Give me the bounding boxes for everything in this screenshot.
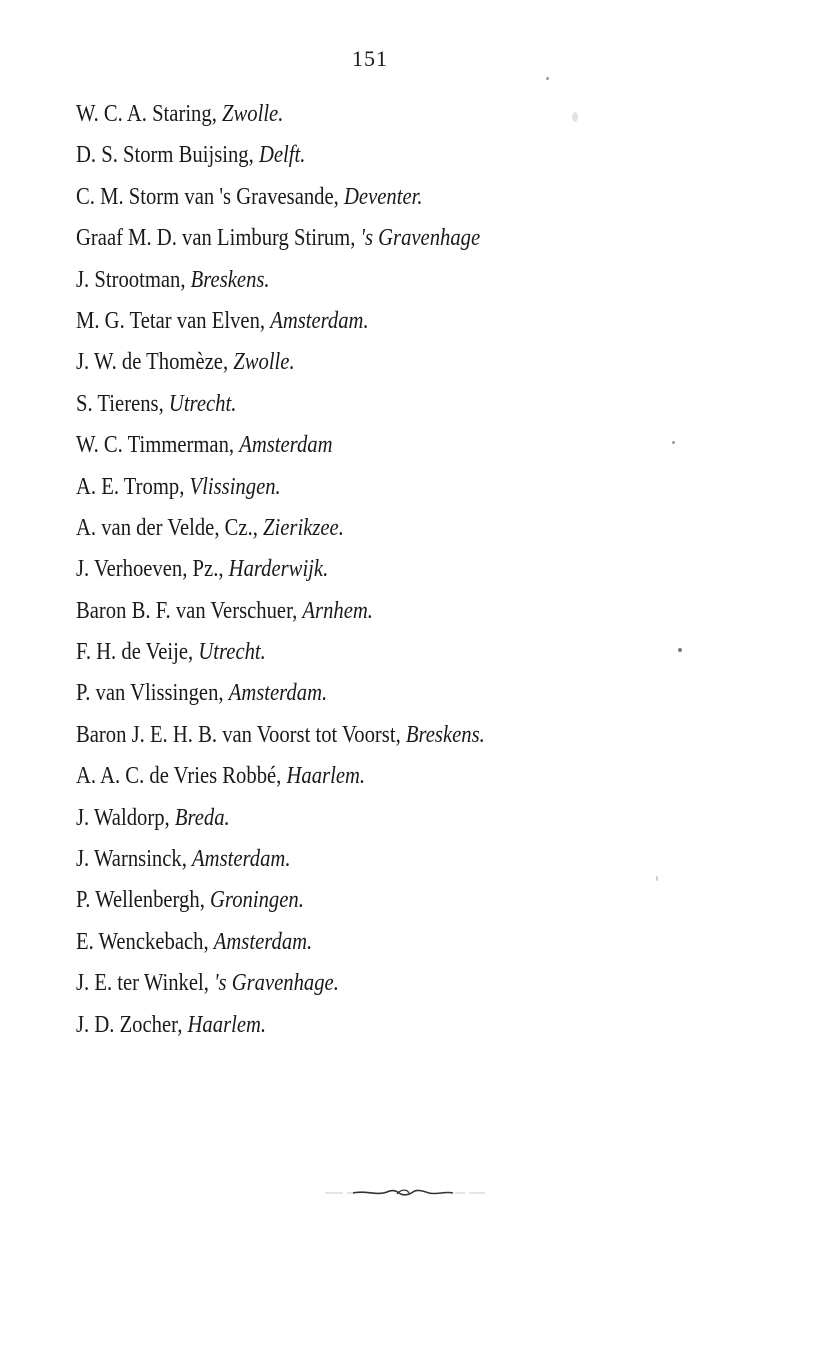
list-item xyxy=(76,635,644,676)
list-item xyxy=(76,97,644,138)
member-place: Zwolle. xyxy=(233,349,295,376)
list-item xyxy=(76,842,644,883)
member-place: Amsterdam xyxy=(239,432,333,459)
paper-speck xyxy=(656,876,658,881)
member-name: J. Warnsinck, xyxy=(76,846,187,873)
tailpiece-ornament-icon xyxy=(325,1183,485,1203)
member-name: J. Waldorp, xyxy=(76,804,170,831)
list-item xyxy=(76,470,644,511)
member-place: Delft. xyxy=(258,142,306,169)
list-item xyxy=(76,718,644,759)
member-name: M. G. Tetar van Elven, xyxy=(76,307,266,334)
list-item xyxy=(76,883,644,924)
list-item xyxy=(76,676,644,717)
list-item xyxy=(76,138,644,179)
member-place: Breskens. xyxy=(405,721,485,748)
member-place: 's Gravenhage xyxy=(360,225,481,252)
list-item xyxy=(76,263,644,304)
member-name: E. Wenckebach, xyxy=(76,928,209,955)
member-name: A. E. Tromp, xyxy=(76,473,185,500)
paper-speck xyxy=(572,112,578,122)
member-place: Amsterdam. xyxy=(213,928,313,955)
list-item xyxy=(76,387,644,428)
list-item xyxy=(76,594,644,635)
list-item xyxy=(76,801,644,842)
member-place: Vlissingen. xyxy=(189,473,281,500)
member-name: J. Verhoeven, Pz., xyxy=(76,556,224,583)
list-item xyxy=(76,221,644,262)
member-place: Arnhem. xyxy=(302,597,373,624)
list-item xyxy=(76,759,644,800)
member-place: Breskens. xyxy=(190,266,270,293)
member-name: S. Tierens, xyxy=(76,390,164,417)
member-place: Amsterdam. xyxy=(228,680,328,707)
member-place: Amsterdam. xyxy=(192,846,291,873)
member-name: Baron B. F. van Verschuer, xyxy=(76,597,298,624)
member-place: Haarlem. xyxy=(286,763,366,790)
member-name: Graaf M. D. van Limburg Stirum, xyxy=(76,225,356,252)
member-place: Zwolle. xyxy=(222,101,284,127)
list-item xyxy=(76,1008,644,1049)
list-item xyxy=(76,552,644,593)
member-place: Deventer. xyxy=(343,183,423,210)
member-place: Breda. xyxy=(174,804,230,831)
member-name: A. A. C. de Vries Robbé, xyxy=(76,763,282,790)
list-item xyxy=(76,966,644,1007)
member-place: Groningen. xyxy=(210,887,304,914)
member-place: 's Gravenhage. xyxy=(214,970,339,997)
member-name: C. M. Storm van 's Gravesande, xyxy=(76,183,339,210)
member-name: J. Strootman, xyxy=(76,266,186,293)
list-item xyxy=(76,428,644,469)
member-place: Harderwijk. xyxy=(228,556,329,583)
list-item xyxy=(76,511,644,552)
member-name: J. E. ter Winkel, xyxy=(76,970,209,997)
member-name: J. W. de Thomèze, xyxy=(76,349,229,376)
list-item xyxy=(76,925,644,966)
member-name: Baron J. E. H. B. van Voorst tot Voorst, xyxy=(76,721,401,748)
member-place: Amsterdam. xyxy=(270,307,369,334)
member-list xyxy=(76,97,736,1049)
member-place: Utrecht. xyxy=(168,390,237,417)
list-item xyxy=(76,304,644,345)
page-number: 151 xyxy=(352,46,388,71)
member-name: W. C. A. Staring, xyxy=(76,101,217,127)
member-name: J. D. Zocher, xyxy=(76,1011,183,1038)
member-place: Zierikzee. xyxy=(263,514,344,541)
member-name: D. S. Storm Buijsing, xyxy=(76,142,254,169)
list-item xyxy=(76,180,644,221)
member-name: F. H. de Veije, xyxy=(76,639,194,666)
member-place: Haarlem. xyxy=(187,1011,267,1038)
member-name: P. Wellenbergh, xyxy=(76,887,205,914)
member-name: A. van der Velde, Cz., xyxy=(76,514,258,541)
member-name: W. C. Timmerman, xyxy=(76,432,235,459)
list-item xyxy=(76,345,644,386)
paper-speck xyxy=(672,441,675,444)
paper-speck xyxy=(546,77,549,80)
member-place: Utrecht. xyxy=(198,639,266,666)
paper-speck xyxy=(678,648,682,652)
member-name: P. van Vlissingen, xyxy=(76,680,224,707)
